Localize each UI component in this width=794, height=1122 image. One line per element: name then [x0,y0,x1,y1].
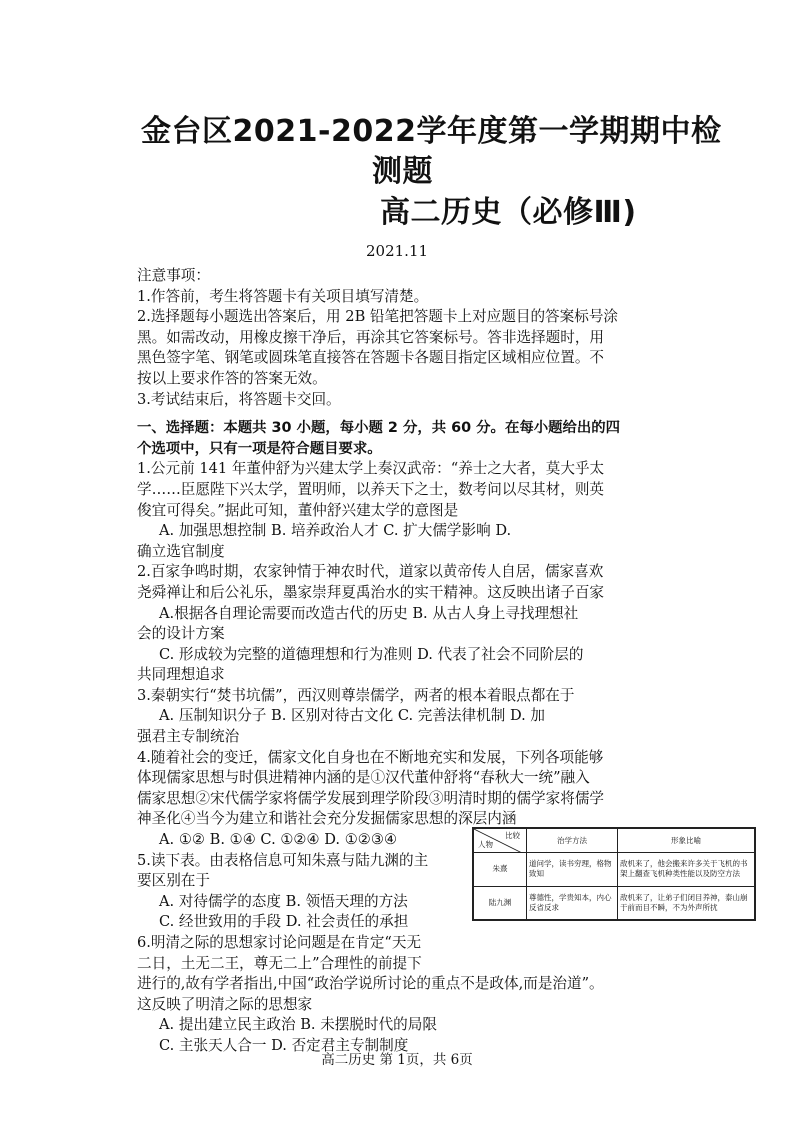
exam-title-line2: 测题 [372,154,433,189]
question-1-stem: 俊宜可得矣。”据此可知，董仲舒兴建太学的意图是 [137,501,459,519]
notice-line: 黑色签字笔、钢笔或圆珠笔直接答在答题卡各题目指定区域相应位置。不 [137,349,605,367]
question-4-stem: 4.随着社会的变迁，儒家文化自身也在不断地充实和发展，下列各项能够 [137,748,604,766]
question-5-stem: 5.读下表。由表格信息可知朱熹与陆九渊的主 [137,851,429,869]
question-5-options: A. 对待儒学的态度 B. 领悟天理的方法 [159,892,408,910]
question-2-options-cont: 会的设计方案 [137,625,225,643]
question-2-options: A.根据各自理论需要而改造古代的历史 B. 从古人身上寻找理想社 [159,604,579,622]
table-cell-method: 道问学，读书穷理，格物致知 [527,853,618,887]
exam-subject-title: 高二历史（必修Ⅲ) [380,195,637,230]
notice-heading: 注意事项： [137,267,210,284]
exam-date: 2021.11 [366,242,429,260]
table-row [474,886,755,920]
question-2-stem: 2.百家争鸣时期，农家钟情于神农时代，道家以黄帝传人自居，儒家喜欢 [137,563,604,581]
table-cell-metaphor: 敌机来了，让弟子们闭目养神，泰山崩于前而目不瞬，不为外声所扰 [618,886,755,920]
table-cell-name: 朱熹 [474,853,527,887]
table-header-method: 治学方法 [527,829,618,853]
notice-line: 黑。如需改动，用橡皮擦干净后，再涂其它答案标号。答非选择题时，用 [137,328,605,346]
corner-top-label: 比较 [505,831,520,840]
question-5-stem: 要区别在于 [137,872,210,890]
question-2-stem: 尧舜禅让和后公礼乐，墨家崇拜夏禹治水的实干精神。这反映出诸子百家 [137,583,605,601]
table-row [474,853,755,887]
question-3-options: A. 压制知识分子 B. 区别对待古文化 C. 完善法律机制 D. 加 [159,707,545,725]
question-6-stem: 二日，土无二王，尊无二上”合理性的前提下 [137,954,422,972]
notice-line: 3.考试结束后，将答题卡交回。 [137,390,341,408]
table-cell-method: 尊德性，学贵知本，内心反省反求 [527,886,618,920]
page-footer: 高二历史 第 1页，共 6页 [321,1052,473,1068]
question-6-stem: 6.明清之际的思想家讨论问题是在肯定“天无 [137,934,422,951]
question-4-stem: 儒家思想②宋代儒学家将儒学发展到理学阶段③明清时期的儒学家将儒学 [137,789,605,807]
question-1-options: A. 加强思想控制 B. 培养政治人才 C. 扩大儒学影响 D. [159,522,512,540]
notice-line: 1.作答前，考生将答题卡有关项目填写清楚。 [137,287,429,305]
section-heading-cont: 个选项中，只有一项是符合题目要求。 [137,440,382,457]
question-1-stem: 1.公元前 141 年董仲舒为兴建太学上奏汉武帝：“养士之大者，莫大乎太 [137,460,605,478]
question-6-options: A. 提出建立民主政治 B. 未摆脱时代的局限 [159,1016,437,1034]
exam-body [137,266,657,1057]
question-4-stem: 体现儒家思想与时俱进精神内涵的是①汉代董仲舒将“春秋大一统”融入 [137,769,590,787]
section-heading: 一、选择题：本题共 30 小题，每小题 2 分，共 60 分。在每小题给出的四 [137,420,621,437]
table-corner-cell [474,829,527,853]
table-cell-metaphor: 敌机来了，他会搬来许多关于飞机的书架上翻查飞机种类性能以及防空方法 [618,853,755,887]
question-1-options-cont: 确立选官制度 [137,542,225,560]
question-1-stem: 学……臣愿陛下兴太学，置明师，以养天下之士，数考问以尽其材，则英 [137,480,605,498]
notice-line: 2.选择题每小题选出答案后，用 2B 铅笔把答题卡上对应题目的答案标号涂 [137,308,619,326]
question-3-options-cont: 强君主专制统治 [137,728,240,746]
question-6-stem: 进行的,故有学者指出,中国“政治学说所讨论的重点不是政体,而是治道”。 [137,975,604,993]
exam-title-line1: 金台区2021-2022学年度第一学期期中检 [141,114,722,149]
question-6-stem: 这反映了明清之际的思想家 [137,995,313,1013]
question-2-options: C. 形成较为完整的道德理想和行为准则 D. 代表了社会不同阶层的 [159,645,584,663]
question-2-options-cont: 共同理想追求 [137,666,225,684]
notice-line: 按以上要求作答的答案无效。 [137,369,327,387]
question-6-options: C. 主张天人合一 D. 否定君主专制制度 [159,1036,409,1054]
question-4-stem: 神圣化④当今为建立和谐社会充分发掘儒家思想的深层内涵 [137,810,517,828]
question-4-options: A. ①② B. ①④ C. ①②④ D. ①②③④ [159,831,398,849]
question-3-stem: 3.秦朝实行“焚书坑儒”，西汉则尊崇儒学，两者的根本着眼点都在于 [137,686,575,704]
table-cell-name: 陆九渊 [474,886,527,920]
comparison-table [472,827,756,921]
question-5-options: C. 经世致用的手段 D. 社会责任的承担 [159,913,409,931]
corner-bottom-label: 人物 [478,840,493,849]
table-header-metaphor: 形象比喻 [618,829,755,853]
